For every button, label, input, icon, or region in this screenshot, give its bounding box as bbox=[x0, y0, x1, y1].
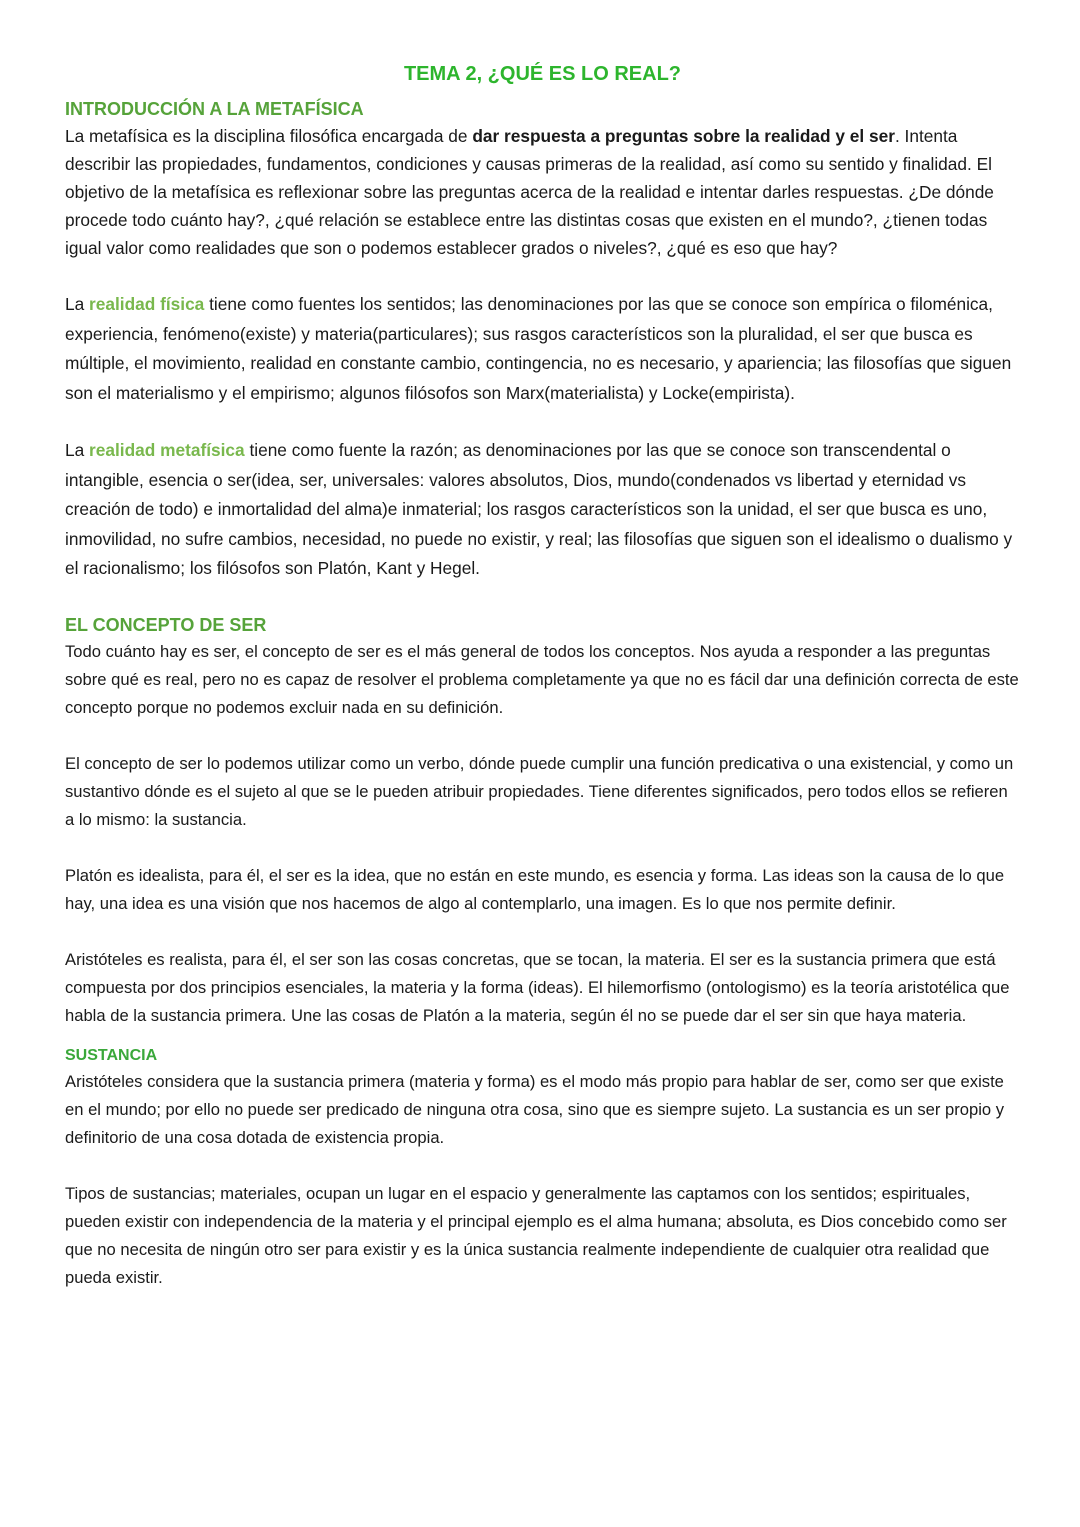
paragraph-tipos-sustancias: Tipos de sustancias; materiales, ocupan un lugar en el espacio y generalmente las captamos con los sentidos; espirituales, pueden existir con independencia de la materia y el principal ejemplo es el alma humana; absoluta, es Dios concebido como ser que no necesita de ningún otro ser para existir y es la única sustancia realmente independiente de cualquier otra realidad que pueda existir. bbox=[65, 1183, 1007, 1287]
section-concepto-de-ser bbox=[65, 612, 1020, 1030]
section-introduccion bbox=[65, 96, 1020, 584]
bold-phrase: dar respuesta a preguntas sobre la realidad y el ser bbox=[472, 126, 895, 146]
paragraph-concepto-1: Todo cuánto hay es ser, el concepto de ser es el más general de todos los conceptos. Nos ayuda a responder a las preguntas sobre qué es real, pero no es capaz de resolver el problema completamente ya que no es fácil dar una definición correcta de este concepto porque no podemos excluir nada en su definición. bbox=[65, 641, 1019, 717]
section-heading-sustancia: SUSTANCIA bbox=[65, 1046, 158, 1064]
section-heading-concepto-de-ser: EL CONCEPTO DE SER bbox=[65, 614, 267, 635]
highlight-realidad-fisica: realidad física bbox=[89, 294, 205, 314]
paragraph-aristoteles: Aristóteles es realista, para él, el ser son las cosas concretas, que se tocan, la materia. El ser es la sustancia primera que está compuesta por dos principios esenciales, la materia y la forma (ideas). El hilemorfismo (ontologismo) es la teoría aristotélica que habla de la sustancia primera. Une las cosas de Platón a la materia, según él no se puede dar el ser sin que haya materia. bbox=[65, 949, 1010, 1025]
paragraph-platon: Platón es idealista, para él, el ser es la idea, que no están en este mundo, es esencia y forma. Las ideas son la causa de lo que hay, una idea es una visión que nos hacemos de algo al contemplarlo, una imagen. Es lo que nos permite definir. bbox=[65, 865, 1005, 913]
paragraph-realidad-fisica: La realidad física tiene como fuentes los sentidos; las denominaciones por las que se conoce son empírica o filoménica, experiencia, fenómeno(existe) y materia(particulares); sus rasgos característicos son la pluralidad, el ser que busca es múltiple, el movimiento, realidad en constante cambio, contingencia, no es necesario, y apariencia; las filosofías que siguen son el materialismo y el empirismo; algunos filósofos son Marx(materialista) y Locke(empirista). bbox=[65, 294, 1012, 403]
paragraph-realidad-metafisica: La realidad metafísica tiene como fuente la razón; as denominaciones por las que se conoce son transcendental o intangible, esencia o ser(idea, ser, universales: valores absolutos, Dios, mundo(condenados vs libertad y eternidad vs creación de todo) e inmortalidad del alma)e inmaterial; los rasgos característicos son la unidad, el ser que busca es uno, inmovilidad, no sufre cambios, necesidad, no puede no existir, y real; las filosofías que siguen son el idealismo o dualismo y el racionalismo; los filósofos son Platón, Kant y Hegel. bbox=[65, 440, 1013, 578]
paragraph-intro-1: La metafísica es la disciplina filosófica encargada de dar respuesta a preguntas sobre la realidad y el ser. Intenta describir las propiedades, fundamentos, condiciones y causas primeras de la realidad, así como su sentido y finalidad. El objetivo de la metafísica es reflexionar sobre las preguntas acerca de la realidad e intentar darles respuestas. ¿De dónde procede todo cuánto hay?, ¿qué relación se establece entre las distintas cosas que existen en el mundo?, ¿tienen todas igual valor como realidades que son o podemos establecer grados o niveles?, ¿qué es eso que hay? bbox=[65, 126, 994, 258]
highlight-realidad-metafisica: realidad metafísica bbox=[89, 440, 245, 460]
document-page bbox=[65, 60, 1020, 1292]
paragraph-concepto-2: El concepto de ser lo podemos utilizar como un verbo, dónde puede cumplir una función predicativa o una existencial, y como un sustantivo dónde es el sujeto al que se le pueden atribuir propiedades. Tiene diferentes significados, pero todos ellos se refieren a lo mismo: la sustancia. bbox=[65, 753, 1014, 829]
section-heading-introduccion: INTRODUCCIÓN A LA METAFÍSICA bbox=[65, 99, 364, 119]
document-title: TEMA 2, ¿QUÉ ES LO REAL? bbox=[403, 63, 682, 85]
section-sustancia bbox=[65, 1044, 1020, 1292]
paragraph-sustancia-1: Aristóteles considera que la sustancia primera (materia y forma) es el modo más propio para hablar de ser, como ser que existe en el mundo; por ello no puede ser predicado de ninguna otra cosa, sino que es siempre sujeto. La sustancia es un ser propio y definitorio de una cosa dotada de existencia propia. bbox=[65, 1071, 1005, 1147]
